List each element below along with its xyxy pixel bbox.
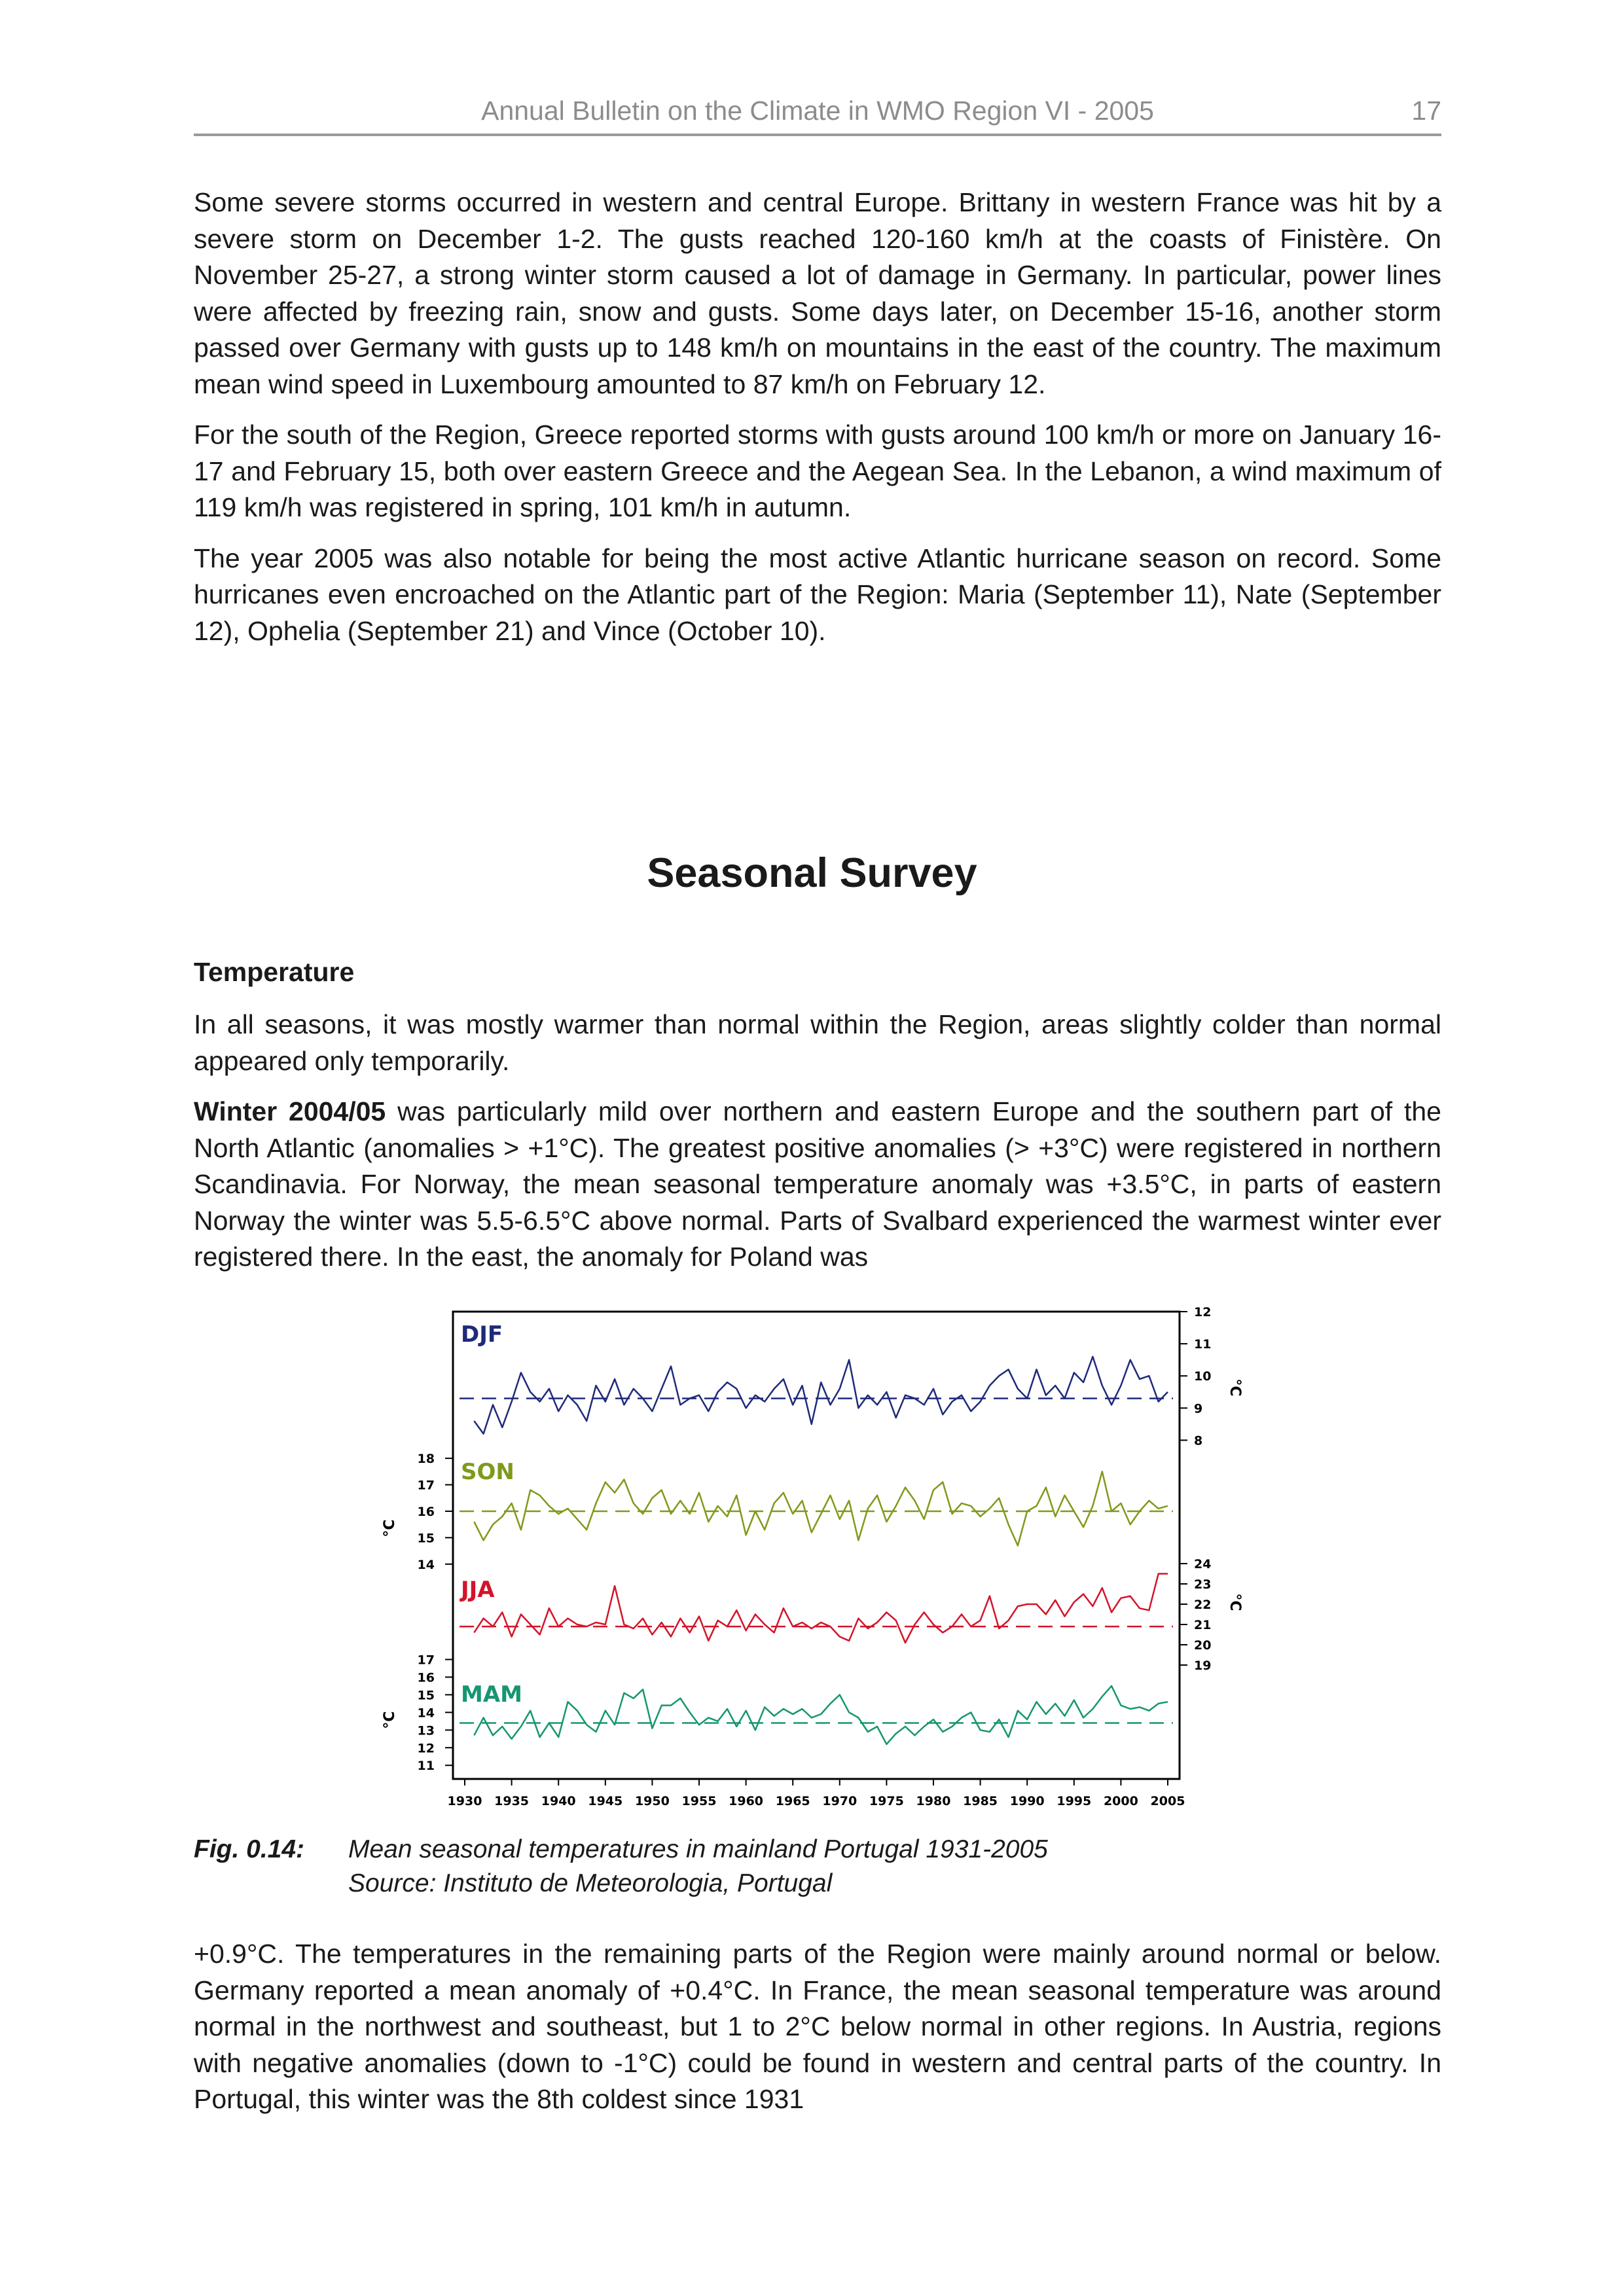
y-tick-label-djf: 10: [1194, 1369, 1212, 1384]
page-number: 17: [1411, 96, 1441, 126]
y-tick-label-jja: 19: [1194, 1659, 1212, 1673]
y-tick-label-son: 15: [417, 1531, 435, 1546]
series-line-mam: [474, 1686, 1168, 1744]
y-tick-label-djf: 12: [1194, 1305, 1212, 1319]
y-tick-label-mam: 14: [417, 1706, 435, 1721]
paragraph: +0.9°C. The temperatures in the remaining parts of the Region were mainly around normal or below. Germany reported a mean anomaly of +0.4°C. In France, the mean seasonal temperature was around normal in the northwest and southeast, but 1 to 2°C below normal in other regions. In Austria, regions with negative anomalies (down to -1°C) could be found in western and central parts of the country. In Portugal, this winter was the 8th coldest since 1931: [194, 1939, 1441, 2114]
unit-label-djf: °C: [1227, 1378, 1243, 1397]
running-title: Annual Bulletin on the Climate in WMO Region VI - 2005: [481, 96, 1154, 126]
section-title: Seasonal Survey: [647, 850, 977, 896]
x-tick-label: 1975: [869, 1794, 904, 1808]
temperature-text: [194, 1007, 1441, 1290]
y-tick-label-mam: 13: [417, 1723, 435, 1738]
x-tick-label: 2000: [1103, 1794, 1138, 1808]
unit-label-son: °C: [382, 1519, 398, 1537]
x-tick-label: 1945: [588, 1794, 623, 1808]
page-header: [194, 92, 1441, 136]
x-tick-label: 1940: [541, 1794, 576, 1808]
paragraph: In all seasons, it was mostly warmer than normal within the Region, areas slightly colder than normal appeared only temporarily.: [194, 1009, 1441, 1076]
y-tick-label-mam: 15: [417, 1688, 435, 1703]
y-tick-label-mam: 16: [417, 1670, 435, 1685]
x-tick-label: 1960: [729, 1794, 764, 1808]
x-tick-label: 1990: [1009, 1794, 1045, 1808]
y-tick-label-son: 14: [417, 1557, 435, 1572]
y-tick-label-djf: 8: [1194, 1433, 1203, 1448]
series-label-son: SON: [461, 1459, 514, 1485]
x-tick-label: 1995: [1056, 1794, 1092, 1808]
y-tick-label-son: 18: [417, 1452, 435, 1467]
x-tick-label: 1965: [775, 1794, 810, 1808]
unit-label-mam: °C: [382, 1711, 398, 1729]
x-tick-label: 1985: [963, 1794, 998, 1808]
chart-svg: [380, 1302, 1257, 1826]
continuation-text: [194, 1936, 1441, 2132]
y-tick-label-son: 16: [417, 1504, 435, 1519]
series-label-mam: MAM: [461, 1681, 522, 1708]
series-line-jja: [474, 1574, 1168, 1643]
intro-text: [194, 185, 1441, 664]
x-tick-label: 1955: [681, 1794, 717, 1808]
y-tick-label-mam: 17: [417, 1653, 435, 1668]
caption-source: Source: Instituto de Meteorologia, Portugal: [348, 1869, 833, 1897]
winter-lead: Winter 2004/05: [194, 1096, 386, 1126]
caption-label: Fig. 0.14:: [194, 1835, 305, 1863]
y-tick-label-jja: 21: [1194, 1618, 1212, 1632]
y-tick-label-mam: 11: [417, 1759, 435, 1774]
paragraph: For the south of the Region, Greece reported storms with gusts around 100 km/h or more on January 16-17 and February 15, both over eastern Greece and the Aegean Sea. In the Lebanon, a wind maximum of 119 km/h was registered in spring, 101 km/h in autumn.: [194, 420, 1441, 522]
subheading: Temperature: [194, 957, 355, 987]
y-tick-label-djf: 11: [1194, 1337, 1212, 1352]
unit-label-jja: °C: [1227, 1593, 1243, 1611]
x-tick-label: 1970: [822, 1794, 857, 1808]
x-tick-label: 1980: [916, 1794, 951, 1808]
series-line-djf: [474, 1357, 1168, 1434]
seasonal-temperature-chart: [380, 1302, 1257, 1826]
y-tick-label-jja: 22: [1194, 1598, 1212, 1612]
x-tick-label: 1935: [494, 1794, 530, 1808]
x-tick-label: 1930: [447, 1794, 482, 1808]
y-tick-label-jja: 24: [1194, 1557, 1212, 1571]
y-tick-label-son: 17: [417, 1478, 435, 1493]
paragraph: The year 2005 was also notable for being the most active Atlantic hurricane season on record. Some hurricanes even encroached on the Atlantic part of the Region: Maria (September 11), Nate (September 12), Ophelia (September 21) and Vince (October 10).: [194, 543, 1441, 646]
series-label-djf: DJF: [461, 1321, 503, 1348]
y-tick-label-djf: 9: [1194, 1401, 1203, 1416]
winter-text: was particularly mild over northern and eastern Europe and the southern part of the North Atlantic (anomalies > +1°C). The greatest positive anomalies (> +3°C) were registered in northern Scandinavia. For Norway, the mean seasonal temperature anomaly was +3.5°C, in parts of eastern Norway the winter was 5.5-6.5°C above normal. Parts of Svalbard experienced the warmest winter ever registered there. In the east, the anomaly for Poland was: [194, 1096, 1441, 1272]
series-line-son: [474, 1471, 1168, 1545]
x-tick-label: 1950: [634, 1794, 670, 1808]
paragraph-winter: [194, 1094, 1441, 1276]
y-tick-label-jja: 20: [1194, 1638, 1212, 1653]
caption-line: Mean seasonal temperatures in mainland Portugal 1931-2005: [348, 1835, 1048, 1863]
series-label-jja: JJA: [461, 1577, 495, 1603]
y-tick-label-jja: 23: [1194, 1577, 1212, 1592]
paragraph: Some severe storms occurred in western and central Europe. Brittany in western France was hit by a severe storm on December 1-2. The gusts reached 120-160 km/h at the coasts of Finistère. On November 25-27, a strong winter storm caused a lot of damage in Germany. In particular, power lines were affected by freezing rain, snow and gusts. Some days later, on December 15-16, another storm passed over Germany with gusts up to 148 km/h on mountains in the east of the country. The maximum mean wind speed in Luxembourg amounted to 87 km/h on February 12.: [194, 187, 1441, 399]
y-tick-label-mam: 12: [417, 1741, 435, 1756]
x-tick-label: 2005: [1150, 1794, 1185, 1808]
